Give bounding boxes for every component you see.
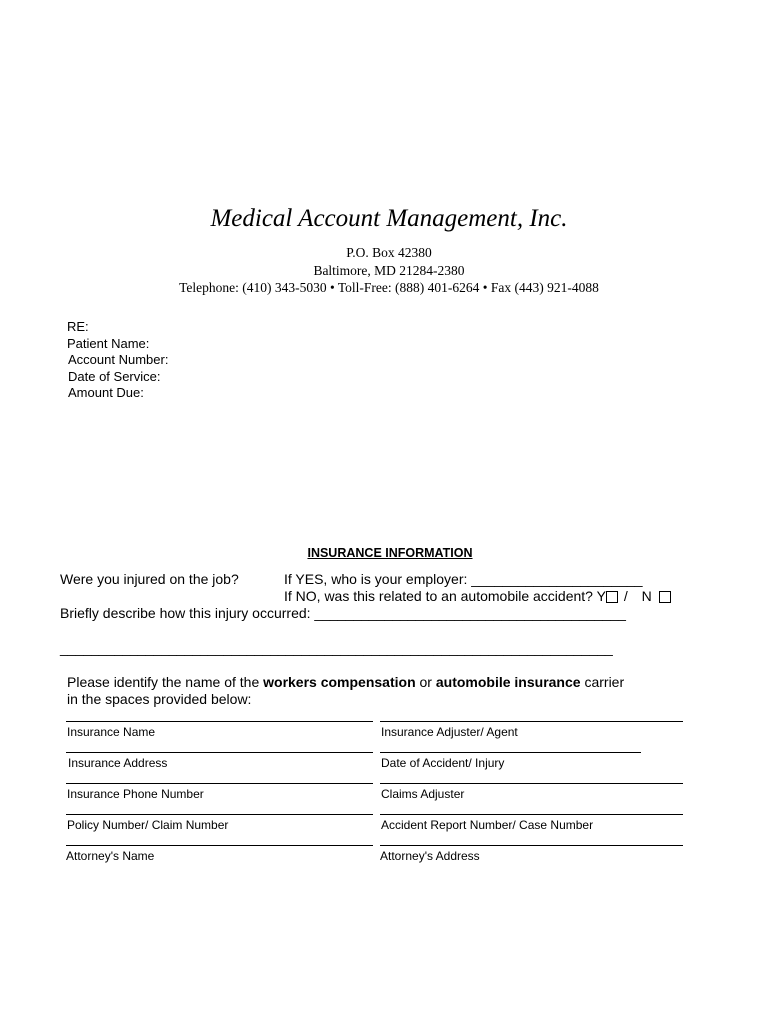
insurance-address-label: Insurance Address — [68, 756, 168, 770]
account-number-label: Account Number: — [68, 352, 169, 367]
no-checkbox[interactable] — [659, 591, 671, 603]
insurance-adjuster-line[interactable] — [380, 721, 683, 722]
re-label: RE: — [67, 319, 89, 334]
section-title: INSURANCE INFORMATION — [307, 546, 473, 560]
company-name: Medical Account Management, Inc. — [210, 205, 568, 232]
po-box: P.O. Box 42380 — [346, 245, 432, 260]
claims-adjuster-label: Claims Adjuster — [381, 787, 465, 801]
attorney-address-label: Attorney's Address — [380, 849, 480, 863]
attorney-name-line[interactable] — [66, 845, 373, 846]
amount-due-label: Amount Due: — [68, 385, 144, 400]
insurance-name-line[interactable] — [66, 721, 373, 722]
auto-accident-text: If NO, was this related to an automobile accident? Y — [284, 588, 606, 604]
identify-instructions — [67, 674, 624, 708]
auto-accident-question — [284, 588, 671, 604]
date-of-accident-line[interactable] — [380, 752, 641, 753]
identify-line2: in the spaces provided below: — [67, 691, 252, 707]
attorney-address-line[interactable] — [380, 845, 683, 846]
insurance-name-label: Insurance Name — [67, 725, 156, 739]
date-of-accident-label: Date of Accident/ Injury — [381, 756, 505, 770]
date-of-service-label: Date of Service: — [68, 368, 161, 384]
no-label: N — [641, 588, 652, 604]
accident-report-line[interactable] — [380, 814, 683, 815]
claims-adjuster-line[interactable] — [380, 783, 683, 784]
insurance-phone-label: Insurance Phone Number — [67, 787, 204, 801]
identify-suffix: carrier — [584, 674, 625, 690]
injured-question: Were you injured on the job? — [60, 571, 239, 587]
slash-separator: / — [623, 588, 628, 604]
policy-number-line[interactable] — [66, 814, 373, 815]
insurance-address-line[interactable] — [66, 752, 373, 753]
describe-injury-question[interactable]: Briefly describe how this injury occurred: ________________________________________ — [60, 605, 626, 621]
identify-workers-comp: workers compensation — [263, 674, 416, 690]
long-blank-line[interactable]: _______________________________________________________________________ — [60, 640, 613, 656]
identify-auto-insurance: automobile insurance — [435, 674, 581, 690]
policy-number-label: Policy Number/ Claim Number — [67, 818, 229, 832]
employer-question[interactable]: If YES, who is your employer: ______________________ — [284, 571, 643, 587]
yes-checkbox[interactable] — [606, 591, 618, 603]
attorney-name-label: Attorney's Name — [66, 849, 155, 863]
accident-report-label: Accident Report Number/ Case Number — [381, 818, 594, 832]
patient-name-label: Patient Name: — [67, 335, 150, 351]
city-state-zip: Baltimore, MD 21284-2380 — [313, 263, 465, 278]
identify-prefix: Please identify the name of the — [67, 674, 260, 690]
insurance-adjuster-label: Insurance Adjuster/ Agent — [381, 725, 518, 739]
contact-line: Telephone: (410) 343-5030 • Toll-Free: (888) 401-6264 • Fax (443) 921-4088 — [179, 280, 599, 295]
re-block — [67, 319, 168, 402]
insurance-phone-line[interactable] — [66, 783, 373, 784]
identify-or: or — [419, 674, 432, 690]
